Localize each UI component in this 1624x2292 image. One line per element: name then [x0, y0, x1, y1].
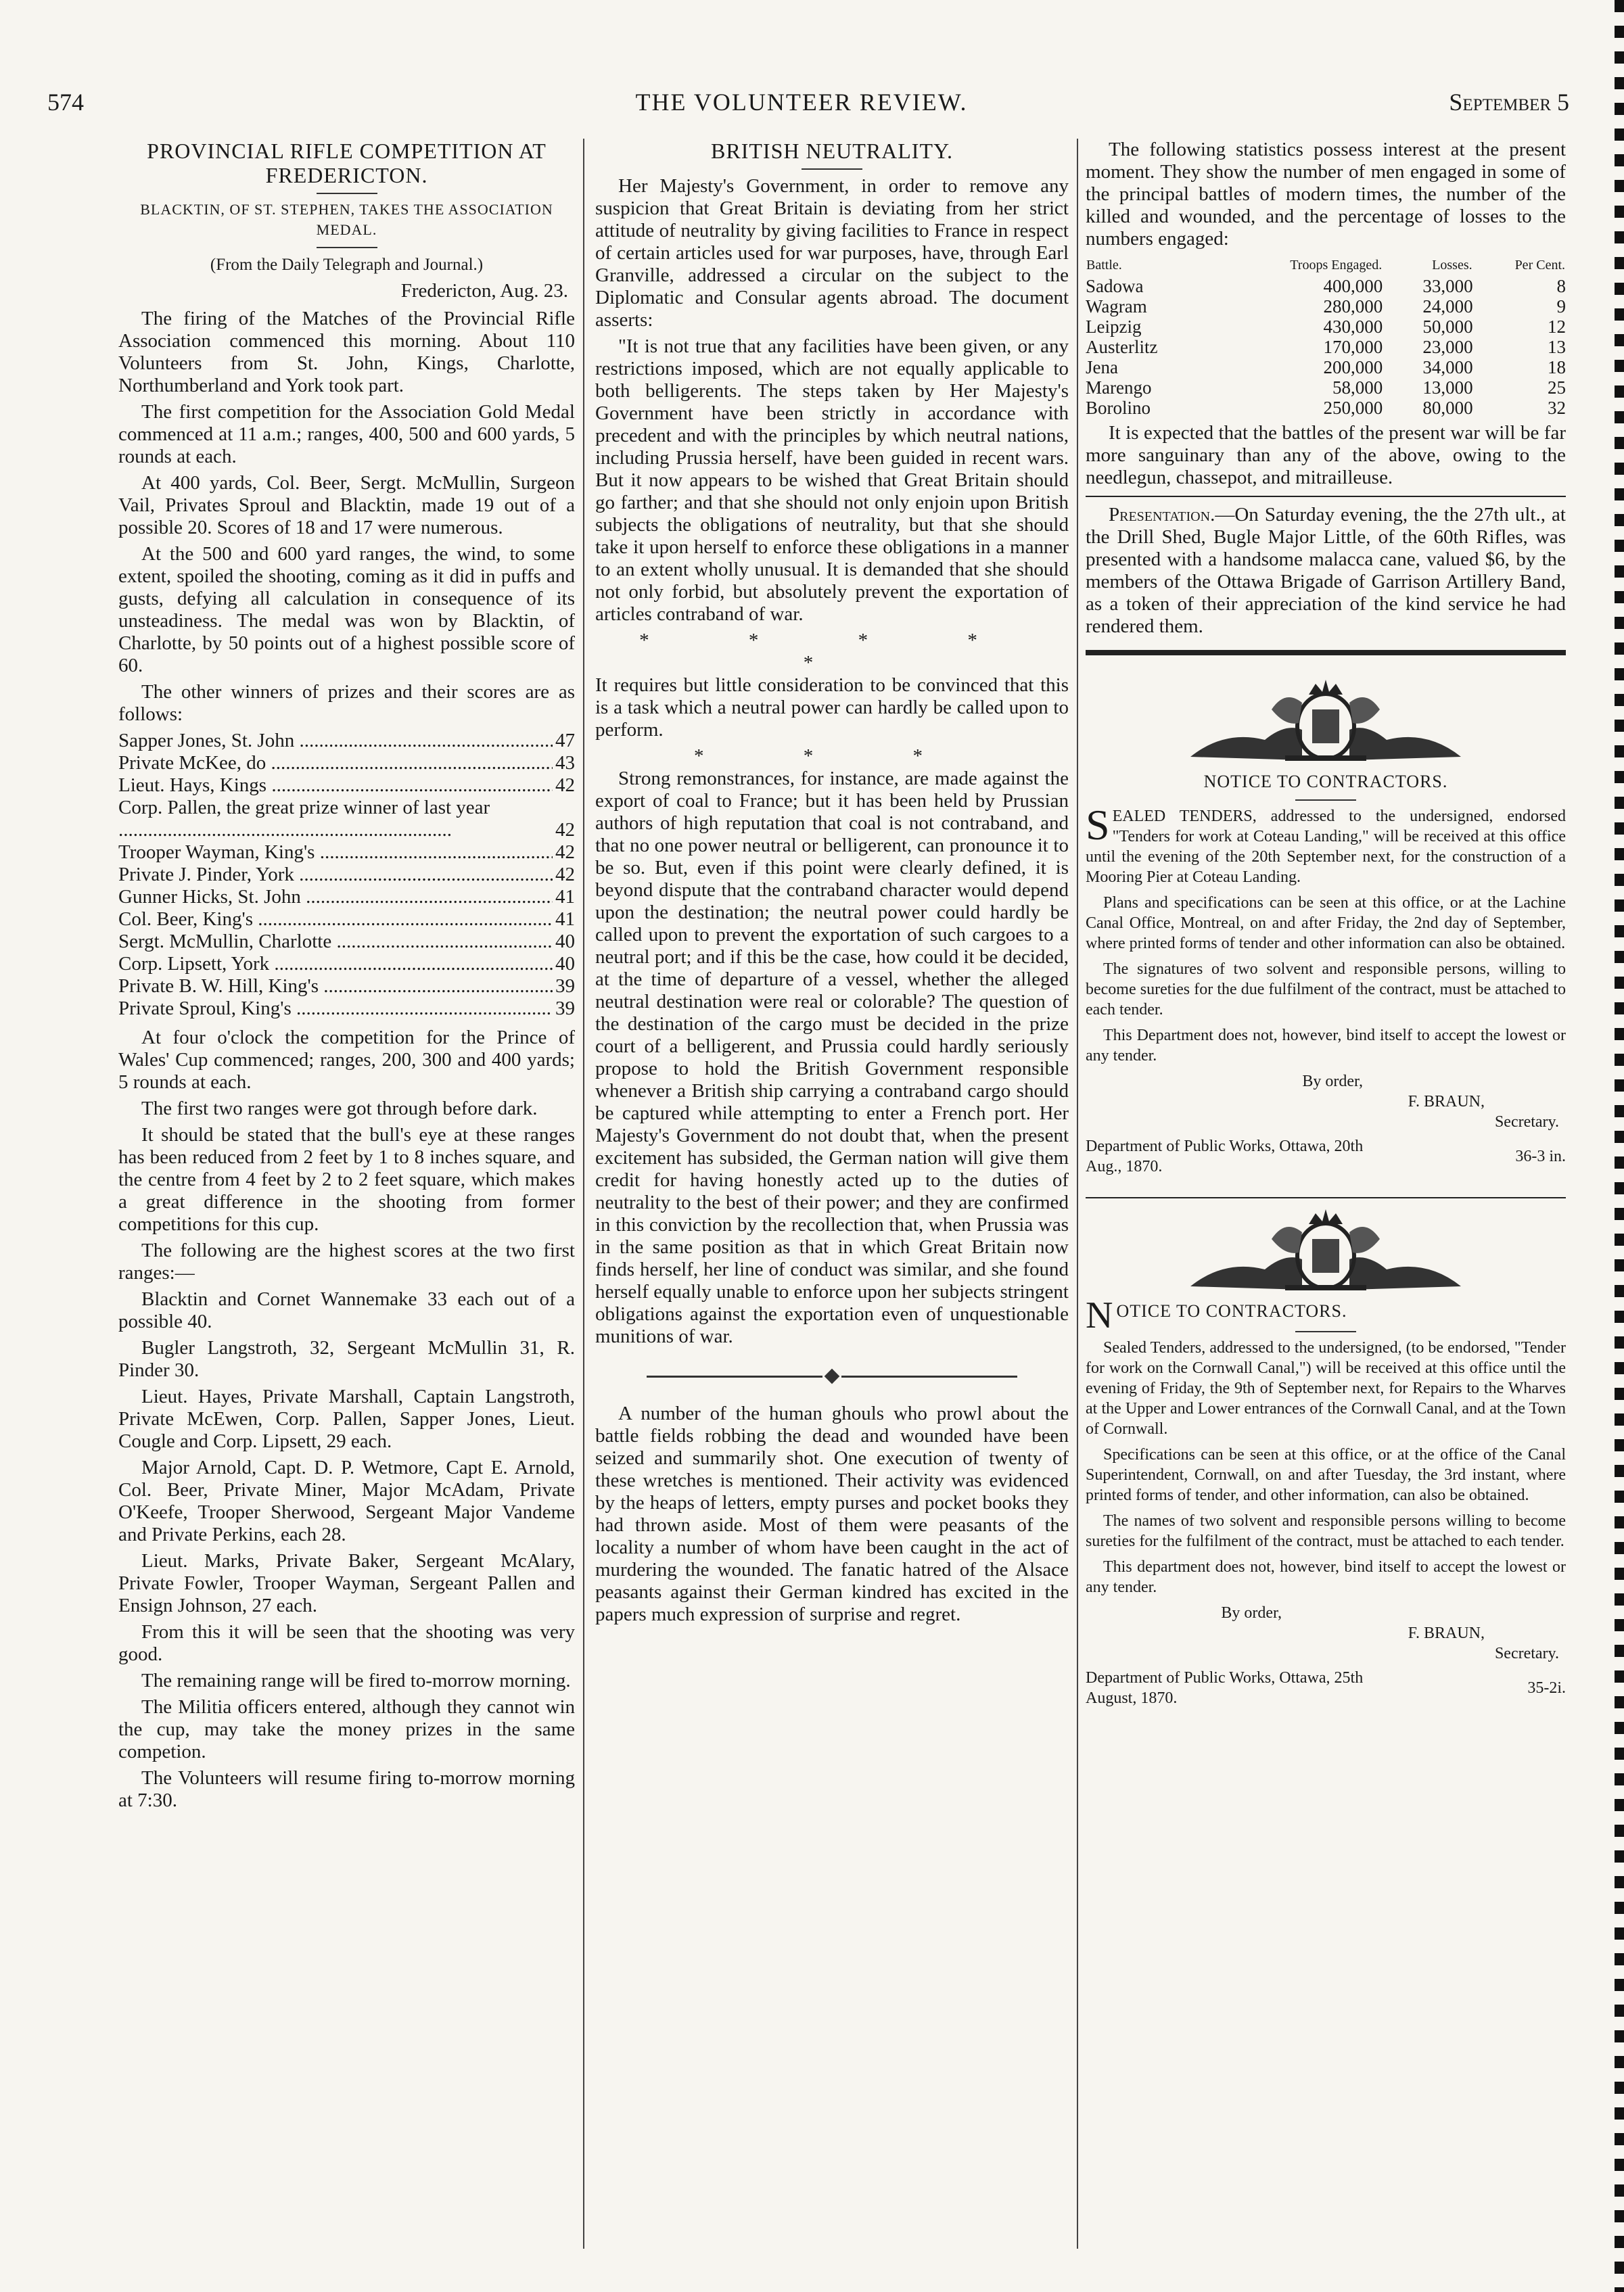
- paragraph: The following are the highest scores at the two first ranges:—: [118, 1240, 575, 1284]
- paragraph: Bugler Langstroth, 32, Sergeant McMullin 31, R. Pinder 30.: [118, 1337, 575, 1381]
- notice-coteau-landing: [1086, 801, 1566, 1177]
- paragraph: Lieut. Hayes, Private Marshall, Captain Langstroth, Private McEwen, Corp. Pallen, Sapper Jones, Lieut. Cougle and Corp. Lipsett, 29 each.: [118, 1386, 575, 1452]
- paragraph: The first two ranges were got through before dark.: [141, 1098, 538, 1119]
- paragraph: The Militia officers entered, although they cannot win the cup, may take the money prizes in the same competion.: [118, 1696, 575, 1762]
- notice-paragraph: Sealed Tenders, addressed to the undersigned, (to be endorsed, "Tender for work on the Cornwall Canal,") will be received at this office until the evening of Friday, the 9th of September next, for Repairs to the Wharves at the Upper and Lower entrances of the Cornwall Canal, and at the Town of Cornwall.: [1086, 1339, 1566, 1438]
- signer-title: Secretary.: [1494, 1113, 1559, 1131]
- ad-reference: 35-2i.: [1527, 1679, 1566, 1697]
- paragraph: At four o'clock the competition for the Prince of Wales' Cup commenced; ranges, 200, 300 and 400 yards; 5 rounds at each.: [118, 1027, 575, 1093]
- paragraph: The Volunteers will resume firing to-morrow morning at 7:30.: [118, 1767, 575, 1811]
- presentation-lead: Presentation.: [1109, 504, 1215, 525]
- separator: [317, 247, 377, 248]
- paragraph: Strong remonstrances, for instance, are made against the export of coal to France; but it has been held by Prussian authors of high reputation that coal is not contraband, and that no one power neutral or belligerent, can pronounce it to be so. But, even if this point were clearly defined, it is beyond dispute that the contraband character would depend upon the destination; the neutral power could hardly be called upon to prevent the exportation of such cargoes to a neutral port; and if this be the case, how could it be decided, at the time of departure of a vessel, whether the alleged neutral destination were real or colorable? The question of the destination of the cargo must be decided in the prize court of a belligerent, and Prussia could hardly seriously propose to hold the British Government responsible whenever a British ship carrying a contraband cargo should be captured while attempting to enter a French port. Her Majesty's Government do not doubt that, when the present excitement has subsided, the German nation will give them credit for having honestly acted up to the duties of neutrality to the best of their power; and they are confirmed in this conviction by the recollection that, when Prussia was in the same position as that in which Great Britain now finds herself, her line of conduct was similar, and she found herself equally unable to enforce upon her subjects stringent obligations against the exportation even of unquestionable munitions of war.: [595, 768, 1069, 1347]
- signer-name: F. BRAUN,: [1408, 1093, 1485, 1110]
- table-row: Sadowa 400,000 33,000 8: [1086, 276, 1566, 296]
- by-order: By order,: [1302, 1073, 1363, 1090]
- department-name: Department of Public Works, Ottawa, 25th August, 1870.: [1086, 1669, 1364, 1707]
- masthead-title: THE VOLUNTEER REVIEW.: [635, 89, 968, 116]
- separator: [317, 193, 377, 194]
- prize-row: Sapper Jones, St. John ..... 47: [118, 730, 575, 752]
- article-british-neutrality: [595, 139, 1069, 2255]
- table-row: Jena 200,000 34,000 18: [1086, 357, 1566, 377]
- table-row: Austerlitz 170,000 23,000 13: [1086, 337, 1566, 357]
- paragraph: Blacktin and Cornet Wannemake 33 each out of a possible 40.: [118, 1288, 575, 1332]
- paragraph: At the 500 and 600 yard ranges, the wind, to some extent, spoiled the shooting, coming as it did in puffs and gusts, defying all calculation in consequence of its unsteadiness. The medal was won by Blacktin, of Charlotte, by 50 points out of a highest possible score of 60.: [118, 543, 575, 676]
- prize-row: Private J. Pinder, York ..... 42: [118, 864, 575, 886]
- prize-row: Col. Beer, King's ..... 41: [118, 908, 575, 931]
- column-rule: [583, 139, 584, 2249]
- article-headline: BRITISH NEUTRALITY.: [711, 139, 953, 163]
- by-order: By order,: [1221, 1604, 1282, 1622]
- paragraph: At 400 yards, Col. Beer, Sergt. McMullin, Surgeon Vail, Privates Sproul and Blacktin, made 19 out of a possible 20. Scores of 18 and 17 were numerous.: [118, 472, 575, 538]
- drop-cap: N: [1086, 1294, 1114, 1336]
- binding-edge: [1615, 0, 1624, 2292]
- article-headline: PROVINCIAL RIFLE COMPETITION AT FREDERICTON.: [147, 139, 547, 187]
- table-row: Leipzig 430,000 50,000 12: [1086, 317, 1566, 337]
- section-ornament: [595, 1364, 1069, 1386]
- article-source: (From the Daily Telegraph and Journal.): [210, 256, 484, 274]
- department-line: [1086, 1668, 1566, 1708]
- column-header: Losses.: [1432, 258, 1472, 273]
- page-number: 574: [47, 89, 84, 116]
- prize-row: Corp. Pallen, the great prize winner of last year ..... 42: [118, 797, 575, 841]
- prize-row: Private B. W. Hill, King's ..... 39: [118, 975, 575, 998]
- prize-list: [118, 730, 575, 1020]
- drop-cap: S: [1086, 801, 1110, 849]
- prize-row: Private McKee, do ..... 43: [118, 752, 575, 774]
- paragraph: A number of the human ghouls who prowl about the battle fields robbing the dead and wounded have been seized and summarily shot. One execution of twenty of these wretches is mentioned. Their activity was evidenced by the heaps of letters, empty purses and pocket books they had thrown aside. Most of them were peasants of the locality a number of whom have been caught in the act of murdering the wounded. The fanatic hatred of the Alsace peasants against their German kindred has excited in the papers much expression of surprise and regret.: [595, 1403, 1069, 1625]
- paragraph: Her Majesty's Government, in order to remove any suspicion that Great Britain is deviating from her strict attitude of neutrality by giving facilities to France in respect of certain articles used for war purposes, have, through Earl Granville, addressed a circular on the subject to the Diplomatic and Consular agents abroad. The document asserts:: [595, 175, 1069, 331]
- department-line: [1086, 1136, 1566, 1177]
- prize-row: Gunner Hicks, St. John ..... 41: [118, 886, 575, 908]
- notice-paragraph: This Department does not, however, bind itself to accept the lowest or any tender.: [1086, 1027, 1566, 1065]
- prize-row: Corp. Lipsett, York ..... 40: [118, 953, 575, 975]
- paragraph: The following statistics possess interest at the present moment. They show the number of men engaged in some of the principal battles of modern times, the number of the killed and wounded, and the percentage of losses to the numbers engaged:: [1086, 139, 1566, 250]
- divider: [1086, 496, 1566, 497]
- notice-paragraph: SEALED TENDERS, addressed to the undersigned, endorsed "Tenders for work at Coteau Landing," will be received at this office until the evening of the 20th September next, for the construction of a Mooring Pier at Coteau Landing.: [1086, 801, 1566, 886]
- separator: [802, 168, 862, 170]
- prize-row: Lieut. Hays, Kings ..... 42: [118, 774, 575, 797]
- column-rule: [1077, 139, 1078, 2249]
- dateline: Fredericton, Aug. 23.: [400, 280, 568, 302]
- separator: [1295, 1331, 1356, 1332]
- paragraph: It requires but little consideration to be convinced that this is a task which a neutral power can hardly be called upon to perform.: [595, 674, 1069, 741]
- notice-paragraph: This department does not, however, bind itself to accept the lowest or any tender.: [1086, 1558, 1566, 1596]
- notice-paragraph: Specifications can be seen at this office, or at the office of the Canal Superintendent, Cornwall, on and after Tuesday, the 3rd instant, where printed forms of tender, and other information, can also be obtained.: [1086, 1446, 1566, 1504]
- royal-coat-of-arms-icon: [1184, 1205, 1468, 1293]
- paragraph: Major Arnold, Capt. D. P. Wetmore, Capt E. Arnold, Col. Beer, Private Miner, Major McAdam, Private O'Keefe, Trooper Sherwood, Sergeant Major Vandeme and Private Perkins, each 28.: [118, 1457, 575, 1545]
- paragraph: The other winners of prizes and their scores are as follows:: [118, 681, 575, 725]
- signer-name: F. BRAUN,: [1408, 1624, 1485, 1642]
- notice-heading: NOTICE TO CONTRACTORS.: [1203, 772, 1448, 791]
- notice-paragraph: The signatures of two solvent and responsible persons, willing to become sureties for the due fulfilment of the contract, must be attached to each tender.: [1086, 960, 1566, 1019]
- table-header-row: [1086, 254, 1566, 276]
- prize-row: Trooper Wayman, King's ..... 42: [118, 841, 575, 864]
- prize-row: Private Sproul, King's ..... 39: [118, 998, 575, 1020]
- column-statistics-and-notices: [1086, 139, 1566, 2255]
- notice-paragraph: The names of two solvent and responsible persons willing to become sureties for the fulfilment of the contract, must be attached to each tender.: [1086, 1512, 1566, 1550]
- paragraph: It should be stated that the bull's eye at these ranges has been reduced from 2 feet by 1 to 8 inches square, and the centre from 4 feet by 2 to 2 feet square, which makes a great difference in the shooting from former competitions for this cup.: [118, 1124, 575, 1235]
- notice-paragraph: Plans and specifications can be seen at this office, or at the Lachine Canal Office, Montreal, on and after Friday, the 2nd day of September, where printed forms of tender and other information can also be obtained.: [1086, 894, 1566, 952]
- separator: [1295, 799, 1356, 801]
- article-subhead: BLACKTIN, OF ST. STEPHEN, TAKES THE ASSOCIATION MEDAL.: [140, 201, 553, 238]
- paragraph: Lieut. Marks, Private Baker, Sergeant McAlary, Private Fowler, Trooper Wayman, Sergeant Pallen and Ensign Johnson, 27 each.: [118, 1550, 575, 1616]
- page-header: [34, 88, 1569, 128]
- divider: [1086, 1197, 1566, 1198]
- paragraph: The firing of the Matches of the Provincial Rifle Association commenced this morning. About 110 Volunteers from St. John, Kings, Charlotte, Northumberland and York took part.: [118, 308, 575, 396]
- column-header: Battle.: [1086, 258, 1122, 273]
- signer-title: Secretary.: [1494, 1645, 1559, 1662]
- department-name: Department of Public Works, Ottawa, 20th Aug., 1870.: [1086, 1138, 1364, 1175]
- table-row: Marengo 58,000 13,000 25: [1086, 377, 1566, 398]
- column-header: Troops Engaged.: [1290, 258, 1383, 273]
- column-header: Per Cent.: [1514, 258, 1565, 273]
- paragraph: From this it will be seen that the shooting was very good.: [118, 1621, 575, 1665]
- paragraph: The first competition for the Association Gold Medal commenced at 11 a.m.; ranges, 400, 500 and 600 yards, 5 rounds at each.: [118, 401, 575, 467]
- paragraph: The remaining range will be fired to-morrow morning.: [141, 1670, 571, 1691]
- battle-statistics-table: [1086, 254, 1566, 418]
- paragraph: It is expected that the battles of the present war will be far more sanguinary than any of the above, owing to the needlegun, chassepot, and mitrailleuse.: [1086, 422, 1566, 488]
- issue-date: September 5: [1449, 89, 1569, 116]
- divider: [1086, 650, 1566, 655]
- table-row: Borolino 250,000 80,000 32: [1086, 398, 1566, 418]
- asterism: * * * * *: [639, 630, 1025, 674]
- article-rifle-competition: [118, 139, 575, 2255]
- table-row: Wagram 280,000 24,000 9: [1086, 296, 1566, 317]
- notice-heading: NOTICE TO CONTRACTORS.: [1086, 1294, 1347, 1336]
- paragraph: "It is not true that any facilities have been given, or any restrictions imposed, which are not equally applicable to both belligerents. The steps taken by Her Majesty's Government have been strictly in accordance with precedent and with the principles by which neutral nations, including Prussia herself, have been guided in recent wars. But it now appears to be wished that Great Britain should go farther; and that she should not only enjoin upon British subjects the obligations of neutrality, but that she should take it upon herself to enforce these obligations in a manner to an extent wholly unusual. It is demanded that she should not only forbid, but absolutely prevent the exportation of articles contraband of war.: [595, 335, 1069, 625]
- presentation-paragraph: Presentation.—On Saturday evening, the the 27th ult., at the Drill Shed, Bugle Major Little, of the 60th Rifles, was presented with a handsome malacca cane, valued $6, by the members of the Ottawa Brigade of Garrison Artillery Band, as a token of their appreciation of the kind service he had rendered them.: [1086, 504, 1566, 637]
- asterism: * * *: [694, 745, 970, 767]
- notice-cornwall-canal: [1086, 1338, 1566, 1708]
- ad-reference: 36-3 in.: [1515, 1148, 1566, 1165]
- prize-row: Sergt. McMullin, Charlotte ..... 40: [118, 931, 575, 953]
- royal-coat-of-arms-icon: [1184, 676, 1468, 764]
